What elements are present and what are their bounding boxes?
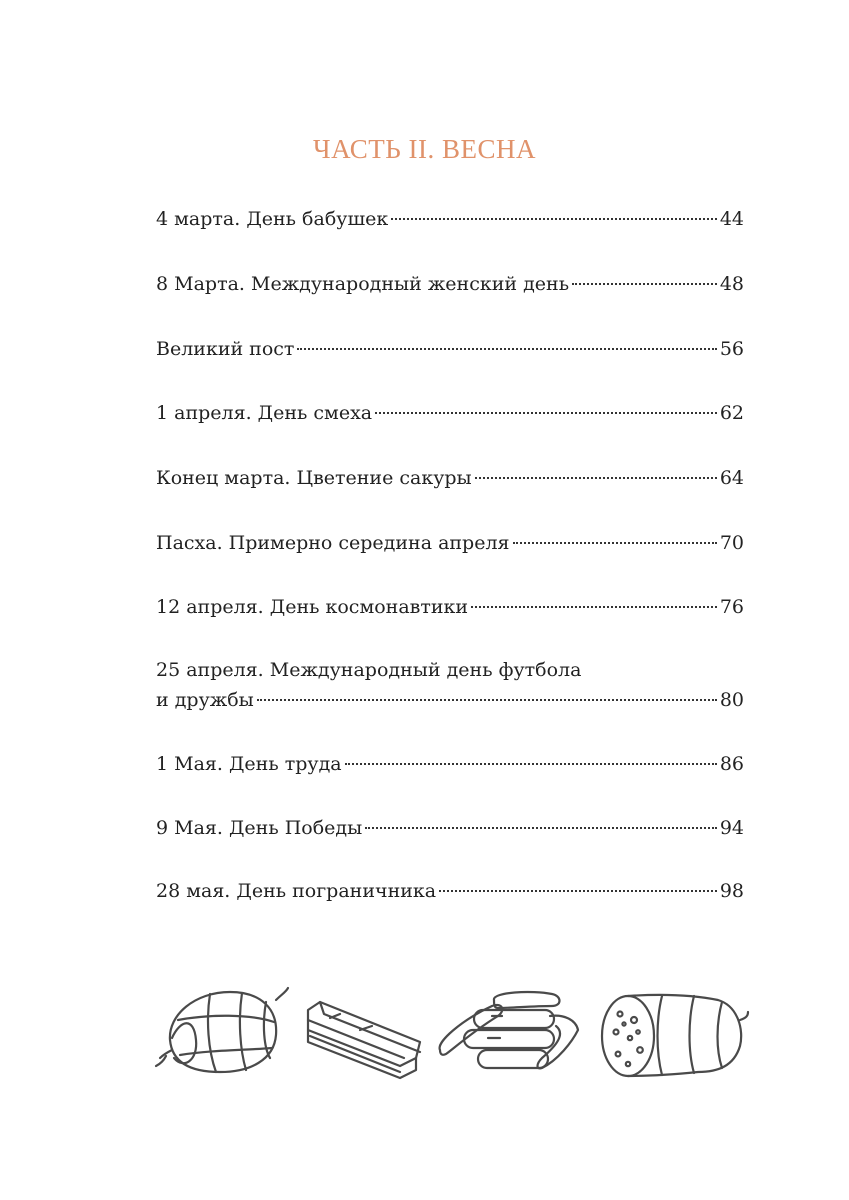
toc-entry[interactable] (156, 334, 744, 364)
toc-entry-label: 8 Марта. Международный женский день (156, 273, 570, 295)
toc-entry-label: 1 Мая. День труда (156, 753, 342, 775)
leader-dots (257, 699, 717, 701)
toc-entry[interactable] (156, 813, 744, 843)
toc-entry[interactable] (156, 876, 744, 906)
toc-entry[interactable] (156, 528, 744, 558)
bacon-icon (300, 980, 430, 1080)
page-title: ЧАСТЬ II. ВЕСНА (313, 134, 536, 164)
leader-dots (345, 763, 717, 765)
leader-dots (297, 348, 716, 350)
toc-entry-page: 98 (719, 880, 744, 902)
leader-dots (471, 606, 717, 608)
toc-entry[interactable] (156, 269, 744, 299)
toc-entry-label: 28 мая. День пограничника (156, 880, 437, 902)
toc-entry-label-line1: 25 апреля. Международный день футбола (156, 659, 582, 681)
toc-entry[interactable] (156, 655, 744, 715)
toc-entry-page: 86 (719, 753, 744, 775)
toc-entry-label: Пасха. Примерно середина апреля (156, 532, 510, 554)
leader-dots (365, 827, 717, 829)
ham-icon (150, 980, 290, 1080)
toc-entry[interactable] (156, 463, 744, 493)
toc-entry-label: Конец марта. Цветение сакуры (156, 467, 472, 489)
toc-entry-page: 64 (719, 467, 744, 489)
toc-entry-label: 12 апреля. День космонавтики (156, 596, 469, 618)
leader-dots (513, 542, 717, 544)
toc-entry-label: 9 Мая. День Победы (156, 817, 363, 839)
toc-entry-page: 76 (719, 596, 744, 618)
toc-entry-page: 48 (719, 273, 744, 295)
sausages-icon (432, 980, 582, 1080)
toc-entry-page: 56 (719, 338, 744, 360)
toc-entry-page: 70 (719, 532, 744, 554)
toc-entry-label: Великий пост (156, 338, 295, 360)
toc-entry[interactable] (156, 398, 744, 428)
toc-entry-page: 80 (719, 689, 744, 711)
food-illustrations (150, 980, 750, 1090)
salami-icon (598, 980, 750, 1080)
toc-entry-page: 62 (719, 402, 744, 424)
leader-dots (375, 412, 717, 414)
toc-entry[interactable] (156, 592, 744, 622)
toc-entry[interactable] (156, 749, 744, 779)
toc-entry-page: 94 (719, 817, 744, 839)
leader-dots (572, 283, 717, 285)
toc-entry[interactable] (156, 204, 744, 234)
leader-dots (391, 218, 717, 220)
leader-dots (475, 477, 717, 479)
toc-entry-label: и дружбы (156, 689, 254, 711)
toc-entry-label: 1 апреля. День смеха (156, 402, 373, 424)
toc-entry-label: 4 марта. День бабушек (156, 208, 389, 230)
toc-entry-page: 44 (719, 208, 744, 230)
leader-dots (439, 890, 717, 892)
